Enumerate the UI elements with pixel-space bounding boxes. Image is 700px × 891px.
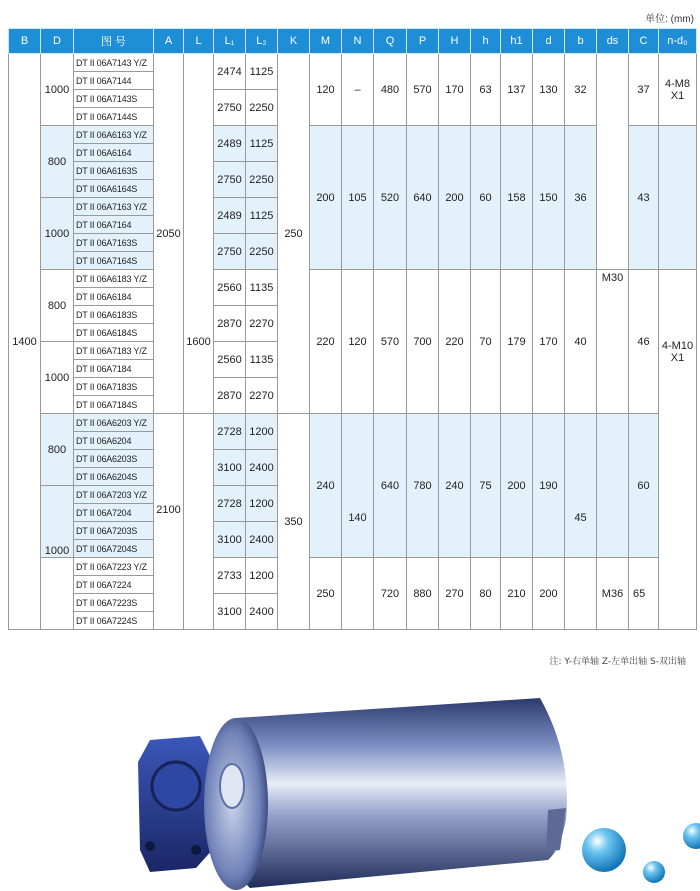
cell-b-small: 32 [565,54,597,126]
cell-model: DT II 06A7164 [74,216,154,234]
cell-h: 220 [439,270,471,414]
cell-l2: 1135 [246,342,278,378]
cell-p: 570 [407,54,439,126]
drum-pulley-photo [0,700,700,891]
cell-p: 700 [407,270,439,414]
cell-m: 250 [310,558,342,630]
cell-nd [659,126,697,270]
cell-l2: 1125 [246,54,278,90]
cell-model: DT II 06A7143 Y/Z [74,54,154,72]
cell-a: 2100 [154,414,184,630]
cell-model: DT II 06A7163S [74,234,154,252]
cell-model: DT II 06A7183S [74,378,154,396]
cell-p: 880 [407,558,439,630]
cell-b-small [565,558,597,630]
cell-l-top [184,54,214,414]
cell-q: 720 [374,558,407,630]
cell-k: 350 [278,414,310,630]
footnote: 注: Y-右单轴 Z-左单出轴 S-双出轴 [549,657,686,667]
cell-model: DT II 06A6183 Y/Z [74,270,154,288]
cell-l1: 2750 [214,234,246,270]
cell-model: DT II 06A6163S [74,162,154,180]
cell-ds: M30 [597,270,629,414]
cell-l2: 2250 [246,90,278,126]
cell-model: DT II 06A7204S [74,540,154,558]
cell-model: DT II 06A6184 [74,288,154,306]
cell-l2: 2400 [246,594,278,630]
col-header: h [471,29,501,54]
unit-label: 单位: (mm) [645,14,694,25]
cell-model: DT II 06A7163 Y/Z [74,198,154,216]
col-header: n-d₀ [659,29,697,54]
col-header: d [533,29,565,54]
cell-c: 65 [629,558,659,630]
cell-l1: 2560 [214,342,246,378]
cell-model: DT II 06A7183 Y/Z [74,342,154,360]
spec-table [8,28,697,630]
cell-m: 220 [310,270,342,414]
cell-model: DT II 06A6183S [74,306,154,324]
cell-l1: 2750 [214,162,246,198]
cell-d: 1000 [41,198,74,270]
col-header: N [342,29,374,54]
cell-l2: 2250 [246,162,278,198]
col-header: A [154,29,184,54]
cell-model: DT II 06A6203S [74,450,154,468]
cell-b: 1400 [9,54,41,630]
cell-model: DT II 06A7204 [74,504,154,522]
cell-l2: 1125 [246,126,278,162]
cell-l2: 2400 [246,522,278,558]
col-header: b [565,29,597,54]
cell-a: 2050 [154,54,184,414]
cell-n [342,558,374,630]
cell-model: DT II 06A7224S [74,612,154,630]
cell-h1: 179 [501,270,533,414]
cell-n: – [342,54,374,126]
cell-q: 480 [374,54,407,126]
l-value: 1600 [186,336,211,348]
cell-ds [597,414,629,558]
table-row [9,54,697,72]
cell-m: 200 [310,126,342,270]
cell-l2: 1200 [246,414,278,450]
cell-q: 570 [374,270,407,414]
cell-l [184,336,214,630]
cell-l2: 2270 [246,306,278,342]
cell-n: 140 [342,414,374,558]
drum-hub [220,764,244,808]
cell-l1: 2750 [214,90,246,126]
cell-l2: 2250 [246,234,278,270]
cell-d-small: 150 [533,126,565,270]
cell-model: DT II 06A6184S [74,324,154,342]
ball-decoration [582,828,626,872]
cell-d: 800 [41,126,74,198]
cell-model: DT II 06A6204 [74,432,154,450]
cell-h1: 137 [501,54,533,126]
cell-l1: 2560 [214,270,246,306]
ball-decoration [643,861,665,883]
cell-b-small: 36 [565,126,597,270]
cell-c: 60 [629,414,659,558]
cell-k: 250 [278,54,310,414]
cell-model: DT II 06A6164 [74,144,154,162]
col-header: B [9,29,41,54]
cell-n: 120 [342,270,374,414]
cell-q: 520 [374,126,407,270]
cell-p: 640 [407,126,439,270]
cell-h1: 200 [501,414,533,558]
cell-model: DT II 06A7184S [74,396,154,414]
cell-model: DT II 06A7203S [74,522,154,540]
cell-d [41,558,74,630]
cell-ds: M36 [597,558,629,630]
cell-l1: 2489 [214,198,246,234]
col-header: M [310,29,342,54]
cell-l2: 1125 [246,198,278,234]
cell-h-small: 60 [471,126,501,270]
cell-l1: 2474 [214,54,246,90]
cell-model: DT II 06A7143S [74,90,154,108]
cell-n: 105 [342,126,374,270]
header-row [9,29,697,54]
cell-model: DT II 06A7203 Y/Z [74,486,154,504]
cell-b-small: 45 [565,414,597,558]
cell-d: 800 [41,414,74,486]
table-row [9,558,697,576]
cell-l1: 3100 [214,450,246,486]
cell-b-small: 40 [565,270,597,414]
cell-h1: 158 [501,126,533,270]
cell-model: DT II 06A7224 [74,576,154,594]
cell-model: DT II 06A7223S [74,594,154,612]
col-header: D [41,29,74,54]
cell-l1: 2728 [214,414,246,450]
cell-d-small: 170 [533,270,565,414]
cell-l1: 2728 [214,486,246,522]
col-header: L₁ [214,29,246,54]
cell-l2: 1200 [246,486,278,522]
cell-d-small: 200 [533,558,565,630]
cell-model: DT II 06A7144S [74,108,154,126]
cell-model: DT II 06A7164S [74,252,154,270]
col-header: L [184,29,214,54]
cell-h: 170 [439,54,471,126]
bearing-bolt [145,841,155,851]
bearing-bolt [191,845,201,855]
cell-l1: 3100 [214,594,246,630]
cell-d: 1000 [41,342,74,414]
cell-c: 43 [629,126,659,270]
cell-d: 1000 [41,486,74,558]
cell-l1: 2870 [214,306,246,342]
cell-model: DT II 06A6204S [74,468,154,486]
col-header: h1 [501,29,533,54]
cell-h-small: 80 [471,558,501,630]
cell-model: DT II 06A6163 Y/Z [74,126,154,144]
cell-d-small: 130 [533,54,565,126]
cell-d-small: 190 [533,414,565,558]
col-header: K [278,29,310,54]
cell-model: DT II 06A7223 Y/Z [74,558,154,576]
cell-h: 270 [439,558,471,630]
cell-nd [659,270,697,630]
table-row [9,414,697,432]
cell-h-small: 63 [471,54,501,126]
col-header: L₂ [246,29,278,54]
cell-h: 240 [439,414,471,558]
table-row [9,270,697,288]
cell-l1: 2733 [214,558,246,594]
col-header: ds [597,29,629,54]
cell-m: 240 [310,414,342,558]
cell-c: 37 [629,54,659,126]
nd-value: 4-M8 X1 [664,77,691,102]
cell-l1: 2870 [214,378,246,414]
cell-model: DT II 06A6164S [74,180,154,198]
cell-m: 120 [310,54,342,126]
cell-l1: 2489 [214,126,246,162]
col-header: C [629,29,659,54]
cell-model: DT II 06A7144 [74,72,154,90]
col-header: H [439,29,471,54]
cell-p: 780 [407,414,439,558]
cell-l1: 3100 [214,522,246,558]
cell-model: DT II 06A6203 Y/Z [74,414,154,432]
cell-q: 640 [374,414,407,558]
cell-l2: 1200 [246,558,278,594]
cell-c: 46 [629,270,659,414]
cell-l2: 2270 [246,378,278,414]
cell-model: DT II 06A7184 [74,360,154,378]
table-row [9,126,697,144]
cell-l2: 1135 [246,270,278,306]
cell-h-small: 70 [471,270,501,414]
col-header: 图 号 [74,29,154,54]
cell-h-small: 75 [471,414,501,558]
cell-ds [597,54,629,270]
col-header: P [407,29,439,54]
cell-h: 200 [439,126,471,270]
cell-l2: 2400 [246,450,278,486]
cell-h1: 210 [501,558,533,630]
cell-d: 800 [41,270,74,342]
ball-decoration [683,823,700,849]
nd-value: 4-M10 X1 [661,340,694,364]
cell-nd [659,54,697,126]
cell-d: 1000 [41,54,74,126]
bearing-cap [152,762,200,810]
col-header: Q [374,29,407,54]
